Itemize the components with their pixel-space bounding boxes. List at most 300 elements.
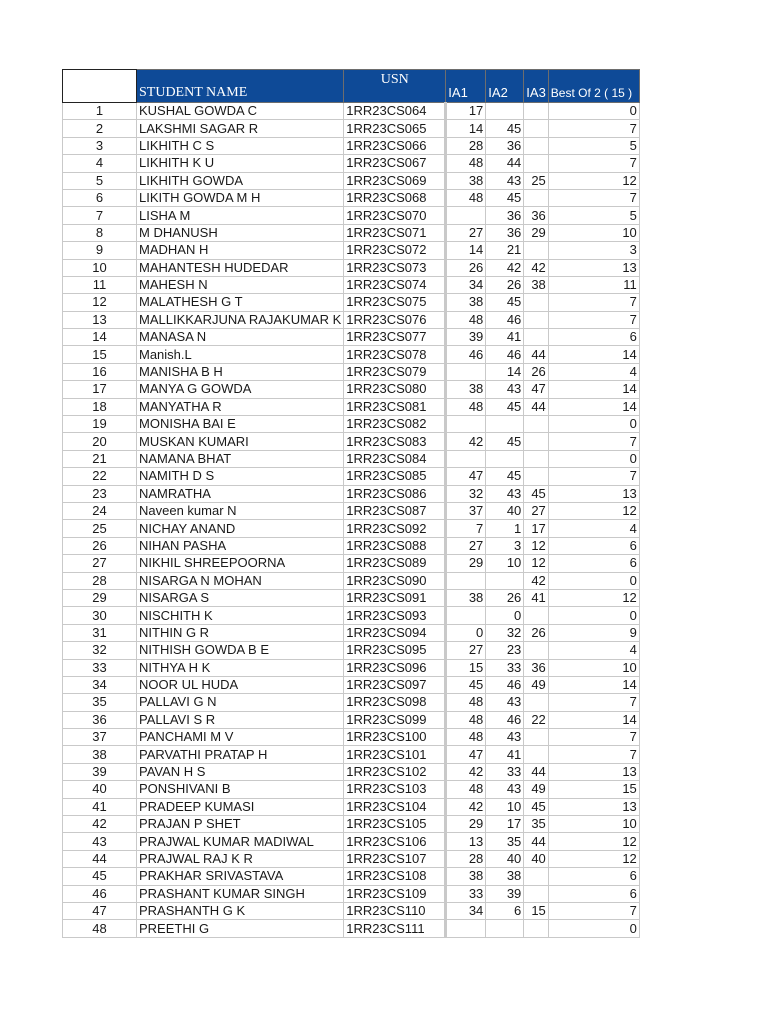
sl-cell[interactable]: 47 [63,902,137,919]
sl-cell[interactable]: 25 [63,520,137,537]
student-name-cell[interactable]: NAMITH D S [137,468,344,485]
best-of-two-cell[interactable]: 5 [548,137,639,154]
ia3-cell[interactable] [524,868,549,885]
student-name-cell[interactable]: PAVAN H S [137,763,344,780]
student-name-cell[interactable]: PRADEEP KUMASI [137,798,344,815]
usn-cell[interactable]: 1RR23CS080 [344,381,446,398]
best-of-two-cell[interactable]: 7 [548,694,639,711]
ia1-cell[interactable]: 17 [446,103,486,120]
ia2-cell[interactable]: 46 [486,676,524,693]
student-name-cell[interactable]: NAMANA BHAT [137,450,344,467]
sl-cell[interactable]: 37 [63,729,137,746]
ia1-cell[interactable]: 48 [446,694,486,711]
best-of-two-cell[interactable]: 12 [548,833,639,850]
usn-cell[interactable]: 1RR23CS079 [344,363,446,380]
student-name-cell[interactable]: NISARGA S [137,589,344,606]
usn-cell[interactable]: 1RR23CS086 [344,485,446,502]
usn-cell[interactable]: 1RR23CS087 [344,502,446,519]
student-name-cell[interactable]: PRAJAN P SHET [137,816,344,833]
usn-cell[interactable]: 1RR23CS064 [344,103,446,120]
sl-no-header[interactable] [63,70,137,103]
best-of-two-cell[interactable]: 14 [548,711,639,728]
ia2-cell[interactable]: 41 [486,746,524,763]
ia1-cell[interactable] [446,207,486,224]
sl-cell[interactable]: 9 [63,242,137,259]
ia1-cell[interactable] [446,920,486,937]
best-of-two-cell[interactable]: 13 [548,798,639,815]
usn-cell[interactable]: 1RR23CS098 [344,694,446,711]
sl-cell[interactable]: 27 [63,555,137,572]
ia2-cell[interactable] [486,920,524,937]
ia2-cell[interactable]: 38 [486,868,524,885]
best-of-two-cell[interactable]: 7 [548,746,639,763]
best-of-two-cell[interactable]: 13 [548,763,639,780]
ia3-cell[interactable]: 36 [524,207,549,224]
best-of-two-cell[interactable]: 13 [548,259,639,276]
ia3-cell[interactable] [524,137,549,154]
student-name-cell[interactable]: PALLAVI G N [137,694,344,711]
sl-cell[interactable]: 33 [63,659,137,676]
usn-cell[interactable]: 1RR23CS107 [344,850,446,867]
ia3-cell[interactable] [524,885,549,902]
usn-cell[interactable]: 1RR23CS093 [344,607,446,624]
best-of-two-cell[interactable]: 6 [548,555,639,572]
ia3-cell[interactable]: 45 [524,798,549,815]
usn-cell[interactable]: 1RR23CS076 [344,311,446,328]
best-of-two-cell[interactable]: 7 [548,902,639,919]
sl-cell[interactable]: 2 [63,120,137,137]
ia2-cell[interactable]: 36 [486,137,524,154]
sl-cell[interactable]: 19 [63,416,137,433]
usn-cell[interactable]: 1RR23CS065 [344,120,446,137]
sl-cell[interactable]: 1 [63,103,137,120]
ia2-cell[interactable]: 40 [486,850,524,867]
usn-cell[interactable]: 1RR23CS094 [344,624,446,641]
usn-cell[interactable]: 1RR23CS082 [344,416,446,433]
sl-cell[interactable]: 44 [63,850,137,867]
sl-cell[interactable]: 17 [63,381,137,398]
ia3-cell[interactable] [524,120,549,137]
usn-cell[interactable]: 1RR23CS072 [344,242,446,259]
student-name-cell[interactable]: PARVATHI PRATAP H [137,746,344,763]
ia1-cell[interactable]: 42 [446,433,486,450]
ia3-header[interactable]: IA3 [524,70,549,103]
best-of-two-cell[interactable]: 14 [548,346,639,363]
ia3-cell[interactable]: 40 [524,850,549,867]
ia2-cell[interactable]: 45 [486,294,524,311]
ia1-cell[interactable]: 28 [446,850,486,867]
best-of-two-cell[interactable]: 4 [548,363,639,380]
best-of-two-cell[interactable]: 4 [548,520,639,537]
student-name-cell[interactable]: NITHYA H K [137,659,344,676]
best-of-two-cell[interactable]: 10 [548,659,639,676]
student-name-cell[interactable]: MAHANTESH HUDEDAR [137,259,344,276]
sl-cell[interactable]: 39 [63,763,137,780]
ia3-cell[interactable]: 44 [524,833,549,850]
usn-cell[interactable]: 1RR23CS075 [344,294,446,311]
ia2-cell[interactable]: 1 [486,520,524,537]
student-name-cell[interactable]: PRAJWAL KUMAR MADIWAL [137,833,344,850]
sl-cell[interactable]: 21 [63,450,137,467]
usn-cell[interactable]: 1RR23CS103 [344,781,446,798]
best-of-two-cell[interactable]: 7 [548,468,639,485]
ia3-cell[interactable]: 42 [524,259,549,276]
student-name-cell[interactable]: PRAJWAL RAJ K R [137,850,344,867]
ia2-cell[interactable]: 39 [486,885,524,902]
sl-cell[interactable]: 45 [63,868,137,885]
usn-cell[interactable]: 1RR23CS066 [344,137,446,154]
sl-cell[interactable]: 42 [63,816,137,833]
usn-cell[interactable]: 1RR23CS067 [344,155,446,172]
ia2-cell[interactable]: 0 [486,607,524,624]
student-name-cell[interactable]: MONISHA BAI E [137,416,344,433]
ia1-cell[interactable]: 48 [446,311,486,328]
student-name-cell[interactable]: MANYATHA R [137,398,344,415]
student-name-cell[interactable]: MALLIKKARJUNA RAJAKUMAR K [137,311,344,328]
ia1-cell[interactable]: 38 [446,868,486,885]
sl-cell[interactable]: 15 [63,346,137,363]
best-of-two-cell[interactable]: 0 [548,607,639,624]
usn-cell[interactable]: 1RR23CS108 [344,868,446,885]
ia1-cell[interactable]: 34 [446,902,486,919]
ia1-cell[interactable]: 29 [446,816,486,833]
ia3-cell[interactable]: 25 [524,172,549,189]
usn-cell[interactable]: 1RR23CS090 [344,572,446,589]
ia3-cell[interactable]: 45 [524,485,549,502]
best-of-two-cell[interactable]: 4 [548,642,639,659]
sl-cell[interactable]: 4 [63,155,137,172]
ia1-cell[interactable]: 47 [446,468,486,485]
student-name-cell[interactable]: Naveen kumar N [137,502,344,519]
ia3-cell[interactable]: 38 [524,276,549,293]
ia1-cell[interactable]: 48 [446,711,486,728]
best-of-two-cell[interactable]: 12 [548,850,639,867]
ia3-cell[interactable]: 27 [524,502,549,519]
ia1-cell[interactable]: 38 [446,294,486,311]
sl-cell[interactable]: 11 [63,276,137,293]
ia2-cell[interactable]: 42 [486,259,524,276]
ia3-cell[interactable]: 15 [524,902,549,919]
ia1-cell[interactable]: 46 [446,346,486,363]
ia3-cell[interactable]: 26 [524,363,549,380]
ia1-cell[interactable] [446,363,486,380]
ia2-cell[interactable]: 43 [486,781,524,798]
sl-cell[interactable]: 30 [63,607,137,624]
student-name-cell[interactable]: NITHISH GOWDA B E [137,642,344,659]
sl-cell[interactable]: 32 [63,642,137,659]
sl-cell[interactable]: 14 [63,329,137,346]
ia1-cell[interactable]: 13 [446,833,486,850]
student-name-header[interactable]: STUDENT NAME [137,70,344,103]
ia3-cell[interactable]: 49 [524,781,549,798]
ia2-cell[interactable]: 10 [486,798,524,815]
ia3-cell[interactable]: 42 [524,572,549,589]
student-name-cell[interactable]: NISARGA N MOHAN [137,572,344,589]
ia1-cell[interactable]: 0 [446,624,486,641]
usn-cell[interactable]: 1RR23CS101 [344,746,446,763]
ia1-cell[interactable]: 47 [446,746,486,763]
ia1-cell[interactable] [446,416,486,433]
sl-cell[interactable]: 28 [63,572,137,589]
best-of-two-cell[interactable]: 6 [548,537,639,554]
sl-cell[interactable]: 23 [63,485,137,502]
ia3-cell[interactable] [524,416,549,433]
ia2-cell[interactable]: 23 [486,642,524,659]
ia3-cell[interactable]: 12 [524,555,549,572]
ia2-cell[interactable]: 14 [486,363,524,380]
ia1-cell[interactable]: 38 [446,381,486,398]
usn-cell[interactable]: 1RR23CS106 [344,833,446,850]
ia2-cell[interactable]: 32 [486,624,524,641]
ia2-cell[interactable]: 36 [486,224,524,241]
ia1-cell[interactable]: 48 [446,155,486,172]
usn-header[interactable]: USN [344,70,446,103]
student-name-cell[interactable]: LIKITH GOWDA M H [137,189,344,206]
ia3-cell[interactable] [524,642,549,659]
sl-cell[interactable]: 31 [63,624,137,641]
sl-cell[interactable]: 36 [63,711,137,728]
ia1-cell[interactable] [446,450,486,467]
ia3-cell[interactable]: 41 [524,589,549,606]
student-name-cell[interactable]: PRASHANTH G K [137,902,344,919]
best-of-two-cell[interactable]: 6 [548,868,639,885]
usn-cell[interactable]: 1RR23CS070 [344,207,446,224]
usn-cell[interactable]: 1RR23CS069 [344,172,446,189]
ia3-cell[interactable]: 44 [524,398,549,415]
ia2-cell[interactable]: 43 [486,729,524,746]
ia3-cell[interactable] [524,468,549,485]
ia3-cell[interactable]: 44 [524,763,549,780]
ia2-cell[interactable]: 40 [486,502,524,519]
best-of-two-cell[interactable]: 9 [548,624,639,641]
usn-cell[interactable]: 1RR23CS088 [344,537,446,554]
ia2-cell[interactable]: 6 [486,902,524,919]
usn-cell[interactable]: 1RR23CS071 [344,224,446,241]
student-name-cell[interactable]: MUSKAN KUMARI [137,433,344,450]
ia2-header[interactable]: IA2 [486,70,524,103]
sl-cell[interactable]: 38 [63,746,137,763]
student-name-cell[interactable]: PRAKHAR SRIVASTAVA [137,868,344,885]
ia2-cell[interactable] [486,103,524,120]
ia1-cell[interactable]: 28 [446,137,486,154]
ia2-cell[interactable]: 44 [486,155,524,172]
ia3-cell[interactable]: 26 [524,624,549,641]
ia1-cell[interactable]: 7 [446,520,486,537]
best-of-two-cell[interactable]: 14 [548,398,639,415]
sl-cell[interactable]: 41 [63,798,137,815]
student-name-cell[interactable]: LIKHITH GOWDA [137,172,344,189]
best-of-two-cell[interactable]: 0 [548,416,639,433]
ia1-cell[interactable]: 48 [446,189,486,206]
student-name-cell[interactable]: M DHANUSH [137,224,344,241]
ia3-cell[interactable] [524,294,549,311]
student-name-cell[interactable]: MANYA G GOWDA [137,381,344,398]
usn-cell[interactable]: 1RR23CS089 [344,555,446,572]
usn-cell[interactable]: 1RR23CS111 [344,920,446,937]
student-name-cell[interactable]: PRASHANT KUMAR SINGH [137,885,344,902]
ia1-cell[interactable]: 42 [446,798,486,815]
ia1-cell[interactable] [446,607,486,624]
best-of-two-header[interactable]: Best Of 2 ( 15 ) [548,70,639,103]
ia2-cell[interactable]: 33 [486,659,524,676]
best-of-two-cell[interactable]: 6 [548,329,639,346]
usn-cell[interactable]: 1RR23CS099 [344,711,446,728]
ia1-cell[interactable]: 32 [446,485,486,502]
student-name-cell[interactable]: MALATHESH G T [137,294,344,311]
ia1-cell[interactable] [446,572,486,589]
ia2-cell[interactable]: 43 [486,381,524,398]
student-name-cell[interactable]: LIKHITH K U [137,155,344,172]
ia1-cell[interactable]: 27 [446,642,486,659]
student-name-cell[interactable]: NISCHITH K [137,607,344,624]
best-of-two-cell[interactable]: 7 [548,729,639,746]
ia1-cell[interactable]: 48 [446,398,486,415]
ia3-cell[interactable]: 12 [524,537,549,554]
ia2-cell[interactable]: 45 [486,433,524,450]
sl-cell[interactable]: 20 [63,433,137,450]
ia1-cell[interactable]: 48 [446,729,486,746]
best-of-two-cell[interactable]: 12 [548,172,639,189]
student-name-cell[interactable]: PALLAVI S R [137,711,344,728]
ia1-cell[interactable]: 38 [446,172,486,189]
ia2-cell[interactable]: 43 [486,172,524,189]
ia2-cell[interactable] [486,416,524,433]
ia2-cell[interactable]: 33 [486,763,524,780]
usn-cell[interactable]: 1RR23CS097 [344,676,446,693]
ia2-cell[interactable]: 10 [486,555,524,572]
ia2-cell[interactable]: 41 [486,329,524,346]
usn-cell[interactable]: 1RR23CS081 [344,398,446,415]
student-name-cell[interactable]: LAKSHMI SAGAR R [137,120,344,137]
ia2-cell[interactable] [486,572,524,589]
best-of-two-cell[interactable]: 13 [548,485,639,502]
best-of-two-cell[interactable]: 7 [548,433,639,450]
ia3-cell[interactable]: 29 [524,224,549,241]
usn-cell[interactable]: 1RR23CS095 [344,642,446,659]
student-name-cell[interactable]: NICHAY ANAND [137,520,344,537]
best-of-two-cell[interactable]: 3 [548,242,639,259]
ia3-cell[interactable]: 47 [524,381,549,398]
sl-cell[interactable]: 26 [63,537,137,554]
ia3-cell[interactable] [524,433,549,450]
ia3-cell[interactable] [524,242,549,259]
sl-cell[interactable]: 22 [63,468,137,485]
ia3-cell[interactable]: 22 [524,711,549,728]
ia3-cell[interactable]: 17 [524,520,549,537]
ia2-cell[interactable]: 45 [486,120,524,137]
ia1-cell[interactable]: 33 [446,885,486,902]
sl-cell[interactable]: 7 [63,207,137,224]
ia2-cell[interactable]: 43 [486,485,524,502]
ia2-cell[interactable]: 43 [486,694,524,711]
usn-cell[interactable]: 1RR23CS073 [344,259,446,276]
student-name-cell[interactable]: Manish.L [137,346,344,363]
usn-cell[interactable]: 1RR23CS078 [344,346,446,363]
usn-cell[interactable]: 1RR23CS085 [344,468,446,485]
ia3-cell[interactable] [524,920,549,937]
ia2-cell[interactable]: 21 [486,242,524,259]
best-of-two-cell[interactable]: 5 [548,207,639,224]
ia1-cell[interactable]: 34 [446,276,486,293]
sl-cell[interactable]: 6 [63,189,137,206]
ia3-cell[interactable] [524,729,549,746]
sl-cell[interactable]: 46 [63,885,137,902]
student-name-cell[interactable]: MANASA N [137,329,344,346]
best-of-two-cell[interactable]: 0 [548,450,639,467]
best-of-two-cell[interactable]: 14 [548,676,639,693]
usn-cell[interactable]: 1RR23CS096 [344,659,446,676]
ia3-cell[interactable] [524,607,549,624]
usn-cell[interactable]: 1RR23CS083 [344,433,446,450]
ia3-cell[interactable]: 49 [524,676,549,693]
best-of-two-cell[interactable]: 12 [548,502,639,519]
best-of-two-cell[interactable]: 11 [548,276,639,293]
usn-cell[interactable]: 1RR23CS109 [344,885,446,902]
ia1-cell[interactable]: 37 [446,502,486,519]
ia2-cell[interactable] [486,450,524,467]
student-name-cell[interactable]: PONSHIVANI B [137,781,344,798]
usn-cell[interactable]: 1RR23CS092 [344,520,446,537]
student-name-cell[interactable]: MANISHA B H [137,363,344,380]
usn-cell[interactable]: 1RR23CS077 [344,329,446,346]
sl-cell[interactable]: 16 [63,363,137,380]
sl-cell[interactable]: 40 [63,781,137,798]
student-name-cell[interactable]: NIKHIL SHREEPOORNA [137,555,344,572]
usn-cell[interactable]: 1RR23CS084 [344,450,446,467]
ia1-cell[interactable]: 27 [446,537,486,554]
ia2-cell[interactable]: 17 [486,816,524,833]
ia1-cell[interactable]: 38 [446,589,486,606]
usn-cell[interactable]: 1RR23CS105 [344,816,446,833]
student-name-cell[interactable]: MADHAN H [137,242,344,259]
ia2-cell[interactable]: 46 [486,711,524,728]
usn-cell[interactable]: 1RR23CS110 [344,902,446,919]
sl-cell[interactable]: 18 [63,398,137,415]
best-of-two-cell[interactable]: 0 [548,920,639,937]
ia2-cell[interactable]: 45 [486,468,524,485]
ia3-cell[interactable] [524,329,549,346]
ia1-cell[interactable]: 14 [446,242,486,259]
usn-cell[interactable]: 1RR23CS068 [344,189,446,206]
sl-cell[interactable]: 3 [63,137,137,154]
sl-cell[interactable]: 13 [63,311,137,328]
best-of-two-cell[interactable]: 10 [548,224,639,241]
sl-cell[interactable]: 5 [63,172,137,189]
best-of-two-cell[interactable]: 0 [548,572,639,589]
usn-cell[interactable]: 1RR23CS104 [344,798,446,815]
ia1-cell[interactable]: 45 [446,676,486,693]
ia3-cell[interactable] [524,103,549,120]
usn-cell[interactable]: 1RR23CS100 [344,729,446,746]
best-of-two-cell[interactable]: 7 [548,189,639,206]
student-name-cell[interactable]: PANCHAMI M V [137,729,344,746]
ia2-cell[interactable]: 36 [486,207,524,224]
student-name-cell[interactable]: MAHESH N [137,276,344,293]
ia2-cell[interactable]: 3 [486,537,524,554]
best-of-two-cell[interactable]: 14 [548,381,639,398]
usn-cell[interactable]: 1RR23CS091 [344,589,446,606]
ia3-cell[interactable] [524,450,549,467]
ia3-cell[interactable]: 36 [524,659,549,676]
ia1-cell[interactable]: 39 [446,329,486,346]
sl-cell[interactable]: 29 [63,589,137,606]
ia1-cell[interactable]: 48 [446,781,486,798]
ia3-cell[interactable]: 35 [524,816,549,833]
ia3-cell[interactable] [524,694,549,711]
student-name-cell[interactable]: LISHA M [137,207,344,224]
ia1-cell[interactable]: 15 [446,659,486,676]
sl-cell[interactable]: 43 [63,833,137,850]
